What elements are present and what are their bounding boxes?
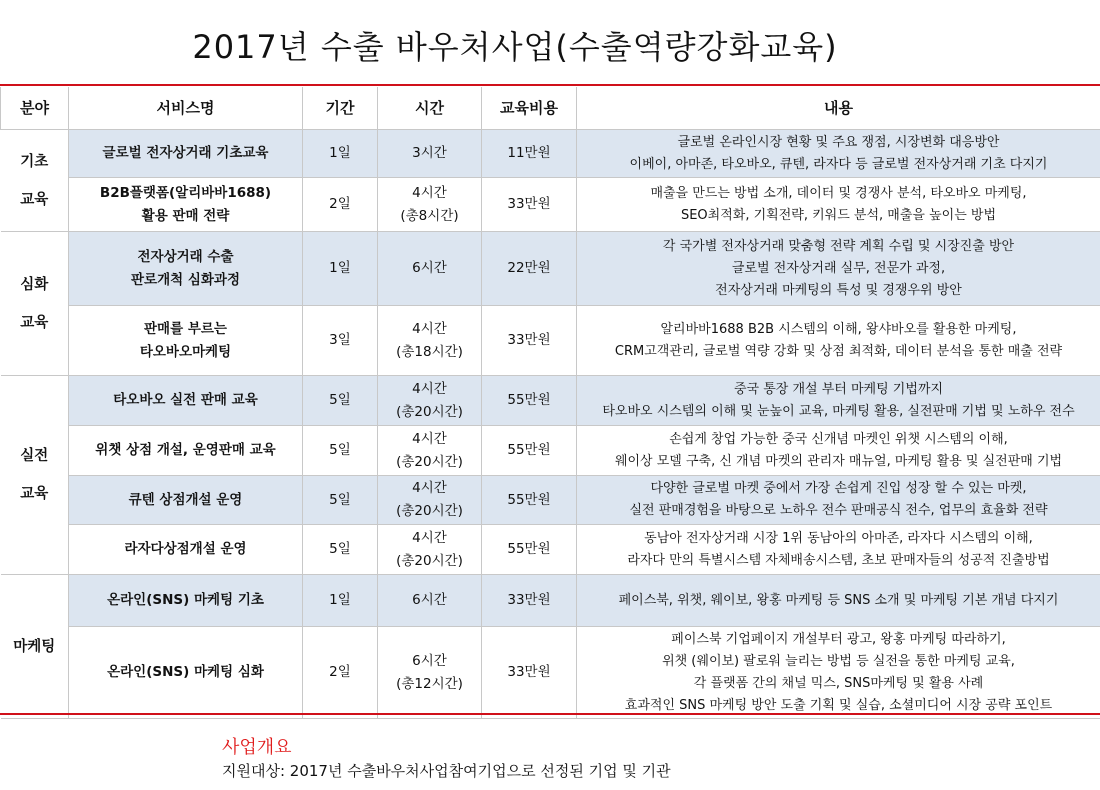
- page-title: 2017년 수출 바우처사업(수출역량강화교육): [192, 28, 838, 66]
- period-cell: 2일: [303, 178, 378, 232]
- content-cell: 중국 통장 개설 부터 마케팅 기법까지 타오바오 시스템의 이해 및 눈높이 교육, 마케팅 활용, 실전판매 기법 및 노하우 전수: [577, 376, 1100, 426]
- service-name: B2B플랫폼(알리바바1688) 활용 판매 전략: [69, 178, 303, 232]
- time-cell: 6시간 (총12시간): [378, 627, 482, 719]
- header-time: 시간: [378, 87, 482, 130]
- time-cell: 4시간 (총20시간): [378, 376, 482, 426]
- cost-cell: 55만원: [482, 476, 577, 525]
- content-cell: 페이스북, 위챗, 웨이보, 왕홍 마케팅 등 SNS 소개 및 마케팅 기본 개념 다지기: [577, 575, 1100, 627]
- time-cell: 6시간: [378, 232, 482, 306]
- cost-cell: 33만원: [482, 575, 577, 627]
- program-table: [0, 87, 1100, 719]
- time-cell: 3시간: [378, 130, 482, 178]
- time-cell: 4시간 (총18시간): [378, 306, 482, 376]
- period-cell: 1일: [303, 130, 378, 178]
- content-cell: 매출을 만드는 방법 소개, 데이터 및 경쟁사 분석, 타오바오 마케팅, SEO최적화, 기획전략, 키워드 분석, 매출을 높이는 방법: [577, 178, 1100, 232]
- cost-cell: 55만원: [482, 525, 577, 575]
- table-row: [1, 426, 1100, 476]
- service-name: 큐텐 상점개설 운영: [69, 476, 303, 525]
- period-cell: 1일: [303, 575, 378, 627]
- service-name: 온라인(SNS) 마케팅 기초: [69, 575, 303, 627]
- header-service: 서비스명: [69, 87, 303, 130]
- content-cell: 알리바바1688 B2B 시스템의 이해, 왕샤바오를 활용한 마케팅, CRM고객관리, 글로벌 역량 강화 및 상점 최적화, 데이터 분석을 통한 매출 전략: [577, 306, 1100, 376]
- table-row: [1, 476, 1100, 525]
- cost-cell: 55만원: [482, 376, 577, 426]
- service-name: 판매를 부르는 타오바오마케팅: [69, 306, 303, 376]
- table-row: [1, 306, 1100, 376]
- service-name: 타오바오 실전 판매 교육: [69, 376, 303, 426]
- content-cell: 동남아 전자상거래 시장 1위 동남아의 아마존, 라자다 시스템의 이해, 라자다 만의 특별시스템 자체배송시스템, 초보 판매자들의 성공적 진출방법: [577, 525, 1100, 575]
- time-cell: 4시간 (총20시간): [378, 525, 482, 575]
- table-row: [1, 376, 1100, 426]
- period-cell: 5일: [303, 476, 378, 525]
- overview-title: 사업개요: [222, 737, 292, 758]
- table-row: [1, 232, 1100, 306]
- header-content: 내용: [577, 87, 1100, 130]
- category-basic: 기초 교육: [1, 130, 69, 232]
- table-row: [1, 627, 1100, 719]
- cost-cell: 55만원: [482, 426, 577, 476]
- period-cell: 2일: [303, 627, 378, 719]
- header-field: 분야: [1, 87, 69, 130]
- table-row: [1, 525, 1100, 575]
- service-name: 위챗 상점 개설, 운영판매 교육: [69, 426, 303, 476]
- cost-cell: 22만원: [482, 232, 577, 306]
- header-period: 기간: [303, 87, 378, 130]
- content-cell: 페이스북 기업페이지 개설부터 광고, 왕홍 마케팅 따라하기, 위챗 (웨이보) 팔로워 늘리는 방법 등 실전을 통한 마케팅 교육, 각 플랫폼 간의 채널 믹스, SNS마케팅 및 활용 사례 효과적인 SNS 마케팅 방안 도출 기획 및 실습, 소셜미디어 시장 공략 포인트: [577, 627, 1100, 719]
- content-cell: 다양한 글로벌 마켓 중에서 가장 손쉽게 진입 성장 할 수 있는 마켓, 실전 판매경험을 바탕으로 노하우 전수 판매공식 전수, 업무의 효율화 전략: [577, 476, 1100, 525]
- time-cell: 4시간 (총20시간): [378, 476, 482, 525]
- cost-cell: 33만원: [482, 178, 577, 232]
- bottom-divider: [0, 713, 1100, 715]
- time-cell: 4시간 (총20시간): [378, 426, 482, 476]
- content-cell: 손쉽게 창업 가능한 중국 신개념 마켓인 위챗 시스템의 이해, 웨이상 모델 구축, 신 개념 마켓의 관리자 매뉴얼, 마케팅 활용 및 실전판매 기법: [577, 426, 1100, 476]
- service-name: 라자다상점개설 운영: [69, 525, 303, 575]
- content-cell: 각 국가별 전자상거래 맞춤형 전략 계획 수립 및 시장진출 방안 글로벌 전자상거래 실무, 전문가 과정, 전자상거래 마케팅의 특성 및 경쟁우위 방안: [577, 232, 1100, 306]
- category-advanced: 심화 교육: [1, 232, 69, 376]
- overview-target: 지원대상: 2017년 수출바우처사업참여기업으로 선정된 기업 및 기관: [222, 762, 671, 780]
- table-header-row: [1, 87, 1100, 130]
- content-cell: 글로벌 온라인시장 현황 및 주요 쟁점, 시장변화 대응방안 이베이, 아마존, 타오바오, 큐텐, 라자다 등 글로벌 전자상거래 기초 다지기: [577, 130, 1100, 178]
- period-cell: 1일: [303, 232, 378, 306]
- period-cell: 5일: [303, 376, 378, 426]
- time-cell: 4시간 (총8시간): [378, 178, 482, 232]
- cost-cell: 11만원: [482, 130, 577, 178]
- table-row: [1, 178, 1100, 232]
- header-cost: 교육비용: [482, 87, 577, 130]
- table-row: [1, 575, 1100, 627]
- cost-cell: 33만원: [482, 306, 577, 376]
- table-row: [1, 130, 1100, 178]
- top-divider: [0, 84, 1100, 86]
- service-name: 온라인(SNS) 마케팅 심화: [69, 627, 303, 719]
- category-practical: 실전 교육: [1, 376, 69, 575]
- category-marketing: 마케팅: [1, 575, 69, 719]
- period-cell: 5일: [303, 426, 378, 476]
- time-cell: 6시간: [378, 575, 482, 627]
- period-cell: 3일: [303, 306, 378, 376]
- service-name: 글로벌 전자상거래 기초교육: [69, 130, 303, 178]
- service-name: 전자상거래 수출 판로개척 심화과정: [69, 232, 303, 306]
- period-cell: 5일: [303, 525, 378, 575]
- cost-cell: 33만원: [482, 627, 577, 719]
